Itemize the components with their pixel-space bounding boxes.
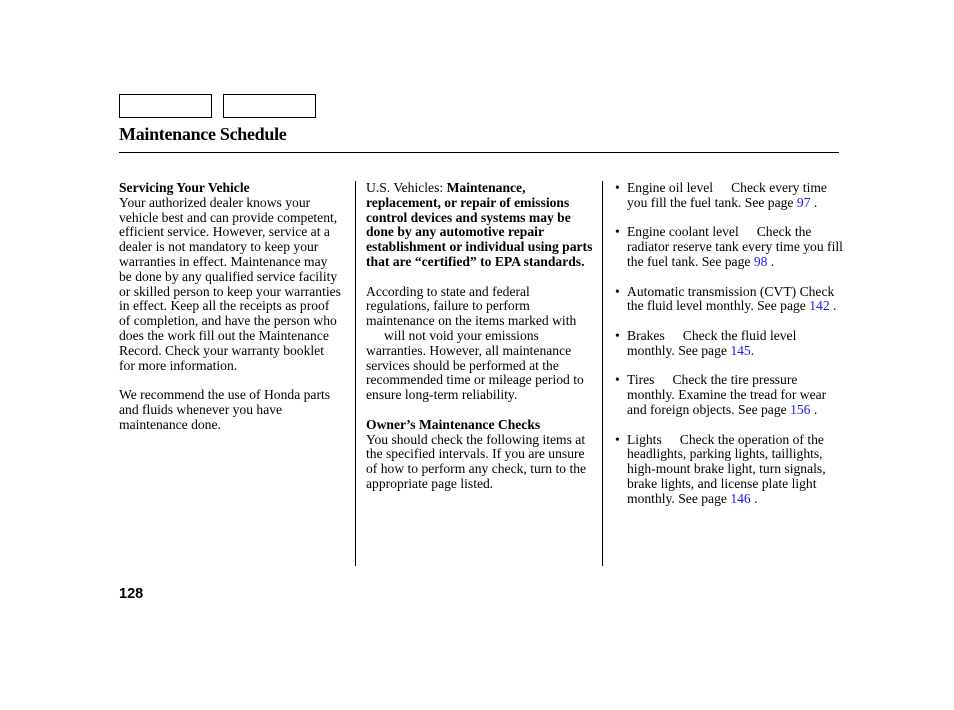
item-name: Brakes — [627, 327, 665, 343]
us-vehicles-prefix: U.S. Vehicles: — [366, 180, 444, 195]
page-title: Maintenance Schedule — [119, 124, 287, 144]
item-name: Automatic transmission (CVT) — [627, 283, 797, 299]
bullet-dot: • — [615, 327, 620, 343]
list-item: • Lights Check the operation of the headlights, parking lights, taillights, high-mount brake light, turn signals, brake lights, and license plate light monthly. See page 146 . — [615, 431, 826, 506]
page-link[interactable]: 156 — [790, 401, 811, 417]
nav-tab-box-2[interactable] — [223, 94, 316, 118]
owners-checks-text: You should check the following items at the specified intervals. If you are unsure of how to perform any check, turn to the appropriate page listed. — [366, 431, 587, 491]
servicing-heading: Servicing Your Vehicle — [119, 180, 250, 195]
column-divider-2 — [602, 181, 603, 566]
list-item: • Engine oil level Check every time you fill the fuel tank. See page 97 . — [615, 180, 827, 210]
bullet-dot: • — [615, 180, 620, 195]
item-text: Check the tire pressure monthly. Examine the tread for wear and foreign objects. See page — [627, 372, 827, 417]
page-link[interactable]: 145 — [730, 342, 751, 358]
column-servicing — [119, 181, 341, 433]
regulations-paragraph — [366, 285, 594, 403]
item-text: Check the fluid level monthly. See page — [627, 327, 797, 358]
list-item: • Engine coolant level Check the radiator reserve tank every time you fill the fuel tank. See page 98 . — [615, 224, 843, 269]
item-name: Engine oil level — [627, 180, 714, 195]
owners-checks-heading: Owner’s Maintenance Checks — [366, 416, 541, 432]
item-text: Check every time you fill the fuel tank. See page — [627, 180, 827, 210]
item-text: Check the fluid level monthly. See page — [627, 283, 835, 314]
bullet-dot: • — [615, 224, 620, 240]
regulations-text-b: will not void your emissions warranties. However, all maintenance services should be performed at the recommended time or mileage period to ensure long-term reliability. — [366, 327, 584, 403]
item-text: Check the radiator reserve tank every time you fill the fuel tank. See page — [627, 224, 843, 269]
page-link[interactable]: 97 — [796, 194, 811, 210]
bullet-dot: • — [615, 372, 620, 388]
list-item: • Tires Check the tire pressure monthly. Examine the tread for wear and foreign objects. See page 156 . — [615, 372, 827, 417]
bullet-dot: • — [615, 283, 620, 299]
regulations-text-a: According to state and federal regulations, failure to perform maintenance on the items marked — [366, 283, 549, 329]
regulations-with: with — [552, 313, 577, 329]
item-name: Tires — [627, 372, 655, 388]
servicing-paragraph: Your authorized dealer knows your vehicle best and can provide competent, efficient service. However, service at a dealer is not mandatory to keep your warranties in effect. Maintenance may be done by any qualified service facility or skilled person to keep your warranties in effect. Keep all the receipts as proof of completion, and have the person who does the work fill out the Maintenance Record. Check your warranty booklet for more information. — [119, 194, 341, 373]
list-item: • Brakes Check the fluid level monthly. See page 145. — [615, 327, 797, 358]
page-link[interactable]: 98 — [753, 253, 768, 269]
column-checks-list — [615, 181, 845, 507]
page-link[interactable]: 142 — [809, 298, 830, 314]
list-item: • Automatic transmission (CVT) Check the fluid level monthly. See page 142 . — [615, 283, 837, 314]
us-vehicles-paragraph — [366, 181, 594, 270]
page-number: 128 — [119, 586, 144, 602]
item-name: Engine coolant level — [627, 224, 739, 240]
column-divider-1 — [355, 181, 356, 566]
page-link[interactable]: 146 — [730, 490, 751, 506]
title-rule — [119, 152, 839, 153]
item-name: Lights — [627, 431, 662, 447]
bullet-dot: • — [615, 431, 620, 447]
nav-tab-box-1[interactable] — [119, 94, 212, 118]
honda-parts-paragraph: We recommend the use of Honda parts and fluids whenever you have maintenance done. — [119, 387, 331, 432]
us-vehicles-bold: Maintenance, replacement, or repair of emissions control devices and systems may be done by any automotive repair establishment or individual using parts that are “certified” to EPA standards. — [366, 180, 593, 269]
column-emissions — [366, 181, 594, 492]
item-text: Check the operation of the headlights, parking lights, taillights, high-mount brake light, turn signals, brake lights, and license plate light monthly. See page — [627, 431, 826, 506]
